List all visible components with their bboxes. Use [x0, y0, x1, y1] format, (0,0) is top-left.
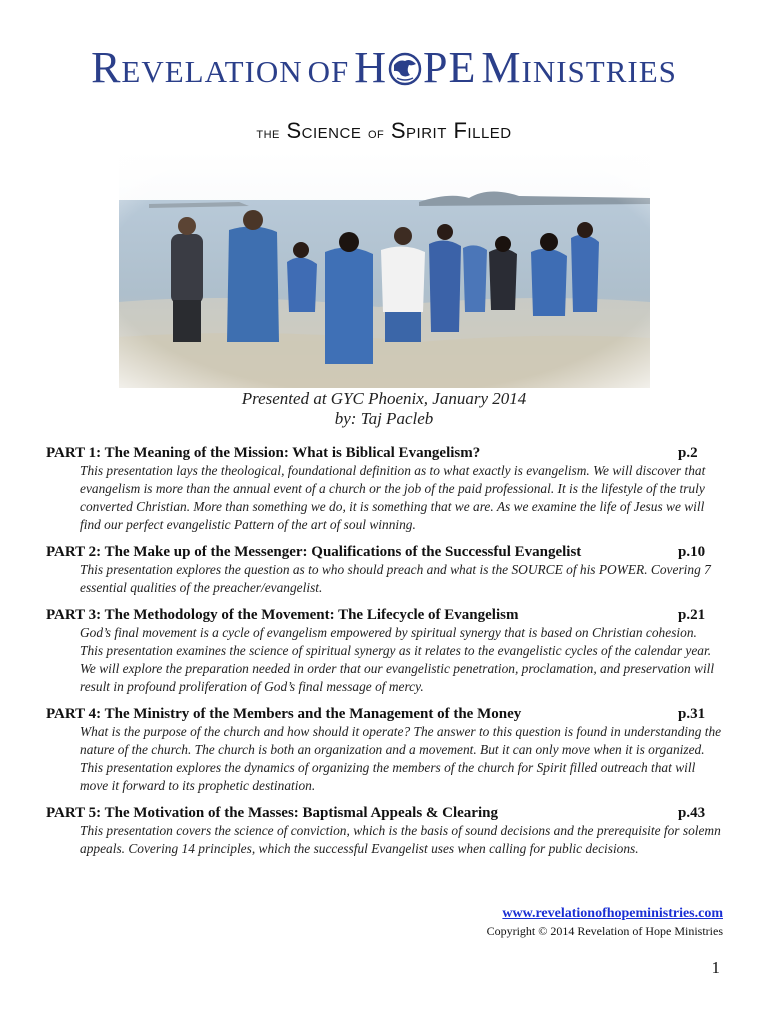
part-description: This presentation lays the theological, foundational definition as to what exactly is evangelism. We will discover that evangelism is more than the annual event of a church or the job of the paid professional. It is the lifestyle of the truly converted Christian. More than something we do, it is something that we are. As we examine the life of Jesus we will find our perfect evangelistic Pattern of the art of soul winning. — [80, 463, 706, 532]
masthead-hope-rest: PE — [423, 43, 477, 92]
part-heading: PART 4: The Ministry of the Members and the Management of the Money — [46, 706, 522, 722]
baptism-photo-illustration — [119, 152, 650, 388]
masthead-word-ministries: Ministries — [481, 43, 677, 92]
part-description: God’s final movement is a cycle of evangelism empowered by spiritual synergy that is based on Christian cohesion. This presentation examines the science of spiritual synergy as it relates to the evangelistic cycles of the calendar year. We will explore the preparation needed in order that our evangelistic penetration, proclamation, and preservation will result in profound proliferation of God’s final message of mercy. — [80, 625, 715, 694]
part-item — [46, 804, 726, 858]
part-item — [46, 543, 726, 597]
parts-list — [46, 444, 726, 867]
subtitle-spirit-filled: Spirit Filled — [390, 118, 512, 143]
part-page-ref: p.21 — [678, 607, 706, 623]
part-heading-row — [46, 804, 726, 822]
part-page-ref: p.10 — [678, 544, 706, 560]
part-page-ref: p.31 — [678, 706, 706, 722]
part-heading-row — [46, 606, 726, 624]
part-heading-row — [46, 543, 726, 561]
part-heading: PART 5: The Motivation of the Masses: Baptismal Appeals & Clearing — [46, 805, 498, 821]
part-item — [46, 444, 726, 534]
part-item — [46, 606, 726, 696]
website-link[interactable]: www.revelationofhopeministries.com — [502, 906, 723, 921]
part-heading: PART 2: The Make up of the Messenger: Qualifications of the Successful Evangelist — [46, 544, 582, 560]
masthead-hope — [354, 44, 476, 92]
presented-block — [0, 389, 768, 429]
part-description: This presentation explores the question as to who should preach and what is the SOURCE of his POWER. Covering 7 essential qualities of the preacher/evangelist. — [80, 562, 711, 595]
presented-author: by: Taj Pacleb — [334, 409, 434, 428]
masthead-word-of: of — [307, 43, 350, 92]
part-description: What is the purpose of the church and how should it operate? The answer to this question is found in understanding the nature of the church. The church is both an organization and a movement. But it can only move when it is organized. This presentation explores the dynamics of organizing the members of the church for Spirit filled outreach that will move it forward to its prophetic destination. — [80, 724, 722, 793]
masthead — [0, 44, 768, 92]
subtitle-science: Science — [286, 118, 362, 143]
part-heading: PART 3: The Methodology of the Movement: The Lifecycle of Evangelism — [46, 607, 519, 623]
subtitle — [0, 118, 768, 147]
baptism-photo — [119, 152, 650, 388]
part-heading-row — [46, 705, 726, 723]
part-heading-row — [46, 444, 726, 462]
masthead-word-revelation: Revelation — [91, 43, 303, 92]
copyright-notice: Copyright © 2014 Revelation of Hope Ministries — [486, 924, 723, 938]
part-item — [46, 705, 726, 795]
page-number: 1 — [711, 958, 720, 977]
part-page-ref: p.43 — [678, 805, 706, 821]
subtitle-the: the — [256, 125, 280, 142]
part-description: This presentation covers the science of conviction, which is the basis of sound decisions and the prerequisite for solemn appeals. Covering 14 principles, which the successful Evangelist uses when calling for public decisions. — [80, 823, 721, 856]
subtitle-of: of — [367, 125, 385, 142]
presented-event: Presented at GYC Phoenix, January 2014 — [241, 389, 527, 408]
part-heading: PART 1: The Meaning of the Mission: What is Biblical Evangelism? — [46, 445, 481, 461]
part-page-ref: p.2 — [678, 445, 698, 461]
masthead-hope-h: H — [354, 43, 388, 92]
globe-logo-icon — [388, 51, 422, 87]
